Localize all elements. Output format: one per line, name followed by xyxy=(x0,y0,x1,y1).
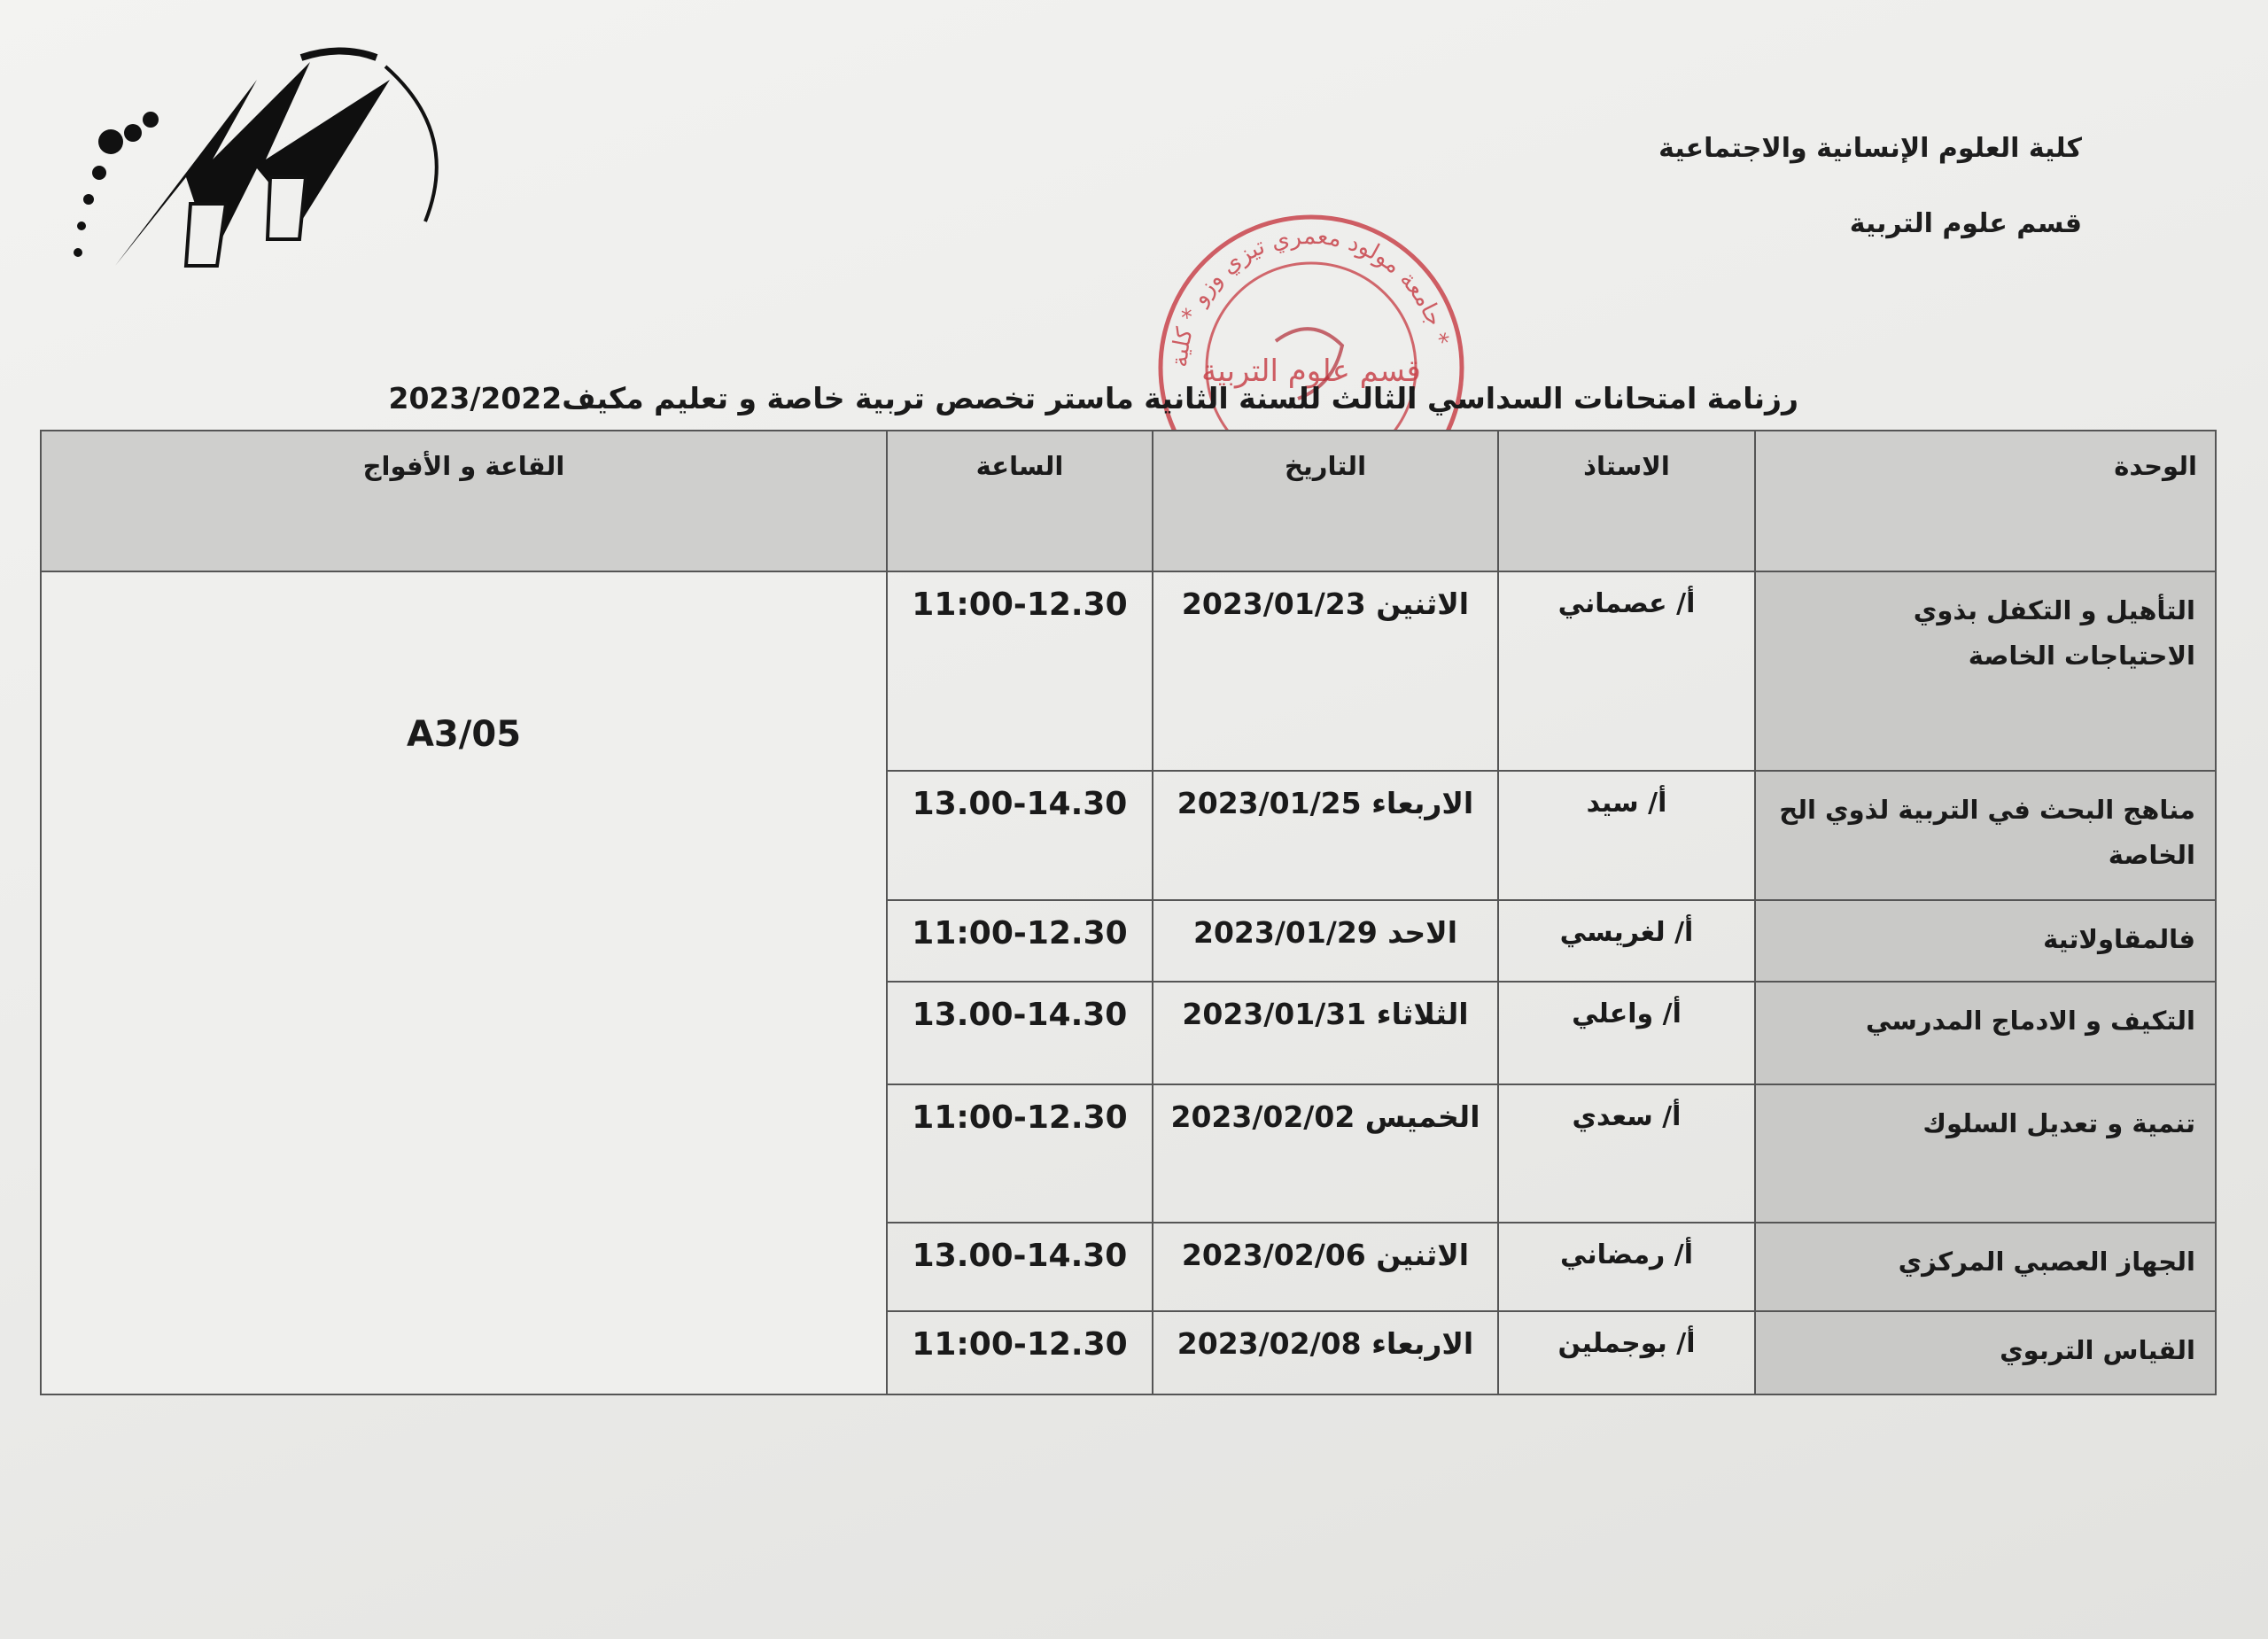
unit-cell: الجهاز العصبي المركزي xyxy=(1755,1223,2216,1310)
table-row xyxy=(41,571,2216,771)
header-room: القاعة و الأفواج xyxy=(41,431,887,571)
header-time: الساعة xyxy=(887,431,1153,571)
date-value: 2023/01/23 xyxy=(1181,586,1366,621)
day-name: الاثنين xyxy=(1376,586,1470,621)
unit-cell: التأهيل و التكفل بذوي الاحتياجات الخاصة xyxy=(1755,571,2216,771)
date-cell xyxy=(1153,900,1498,982)
department-name: قسم علوم التربية xyxy=(1849,208,2082,239)
unit-cell: تنمية و تعديل السلوك xyxy=(1755,1084,2216,1223)
exam-schedule-table xyxy=(40,430,2217,1395)
time-cell: 13.00-14.30 xyxy=(887,982,1153,1084)
professor-cell: أ/ سعدي xyxy=(1498,1084,1755,1223)
svg-text:قسم علوم التربية: قسم علوم التربية xyxy=(1201,353,1421,389)
unit-cell: التكيف و الادماج المدرسي xyxy=(1755,982,2216,1084)
document-title: رزنامة امتحانات السداسي الثالث للسنة الثانية ماستر تخصص تربية خاصة و تعليم مكيف2023/2022 xyxy=(388,381,1798,416)
university-logo-icon xyxy=(35,27,443,284)
faculty-name: كلية العلوم الإنسانية والاجتماعية xyxy=(1658,133,2082,164)
unit-cell: فالمقاولاتية xyxy=(1755,900,2216,982)
time-cell: 13.00-14.30 xyxy=(887,771,1153,900)
date-cell xyxy=(1153,1084,1498,1223)
day-name: الاحد xyxy=(1387,915,1458,951)
header-date: التاريخ xyxy=(1153,431,1498,571)
professor-cell: أ/ بوجملين xyxy=(1498,1311,1755,1394)
time-cell: 11:00-12.30 xyxy=(887,900,1153,982)
day-name: الثلاثاء xyxy=(1376,997,1469,1032)
header-professor: الاستاذ xyxy=(1498,431,1755,571)
date-cell xyxy=(1153,1311,1498,1394)
day-name: الاربعاء xyxy=(1371,785,1474,820)
day-name: الاثنين xyxy=(1376,1238,1470,1273)
day-name: الخميس xyxy=(1364,1099,1480,1134)
date-cell xyxy=(1153,571,1498,771)
unit-cell: مناهج البحث في التربية لذوي الح الخاصة xyxy=(1755,771,2216,900)
date-cell xyxy=(1153,771,1498,900)
professor-cell: أ/ لغريسي xyxy=(1498,900,1755,982)
time-cell: 13.00-14.30 xyxy=(887,1223,1153,1310)
time-cell: 11:00-12.30 xyxy=(887,1311,1153,1394)
date-value: 2023/02/02 xyxy=(1170,1099,1355,1134)
date-value: 2023/02/08 xyxy=(1177,1325,1362,1361)
room-cell: A3/05 xyxy=(41,571,887,1394)
time-cell: 11:00-12.30 xyxy=(887,571,1153,771)
professor-cell: أ/ سيد xyxy=(1498,771,1755,900)
date-value: 2023/02/06 xyxy=(1181,1238,1366,1273)
date-value: 2023/01/31 xyxy=(1182,997,1367,1032)
day-name: الاربعاء xyxy=(1371,1325,1474,1361)
professor-cell: أ/ عصماني xyxy=(1498,571,1755,771)
header-unit: الوحدة xyxy=(1755,431,2216,571)
table-header-row xyxy=(41,431,2216,571)
professor-cell: أ/ واعلي xyxy=(1498,982,1755,1084)
date-cell xyxy=(1153,1223,1498,1310)
date-value: 2023/01/29 xyxy=(1192,915,1378,951)
date-value: 2023/01/25 xyxy=(1177,785,1362,820)
svg-text:جامعة مولود معمري تيزي وزو * ك: جامعة مولود معمري تيزي وزو * كلية * xyxy=(1166,222,1454,369)
time-cell: 11:00-12.30 xyxy=(887,1084,1153,1223)
date-cell xyxy=(1153,982,1498,1084)
professor-cell: أ/ رمضاني xyxy=(1498,1223,1755,1310)
unit-cell: القياس التربوي xyxy=(1755,1311,2216,1394)
